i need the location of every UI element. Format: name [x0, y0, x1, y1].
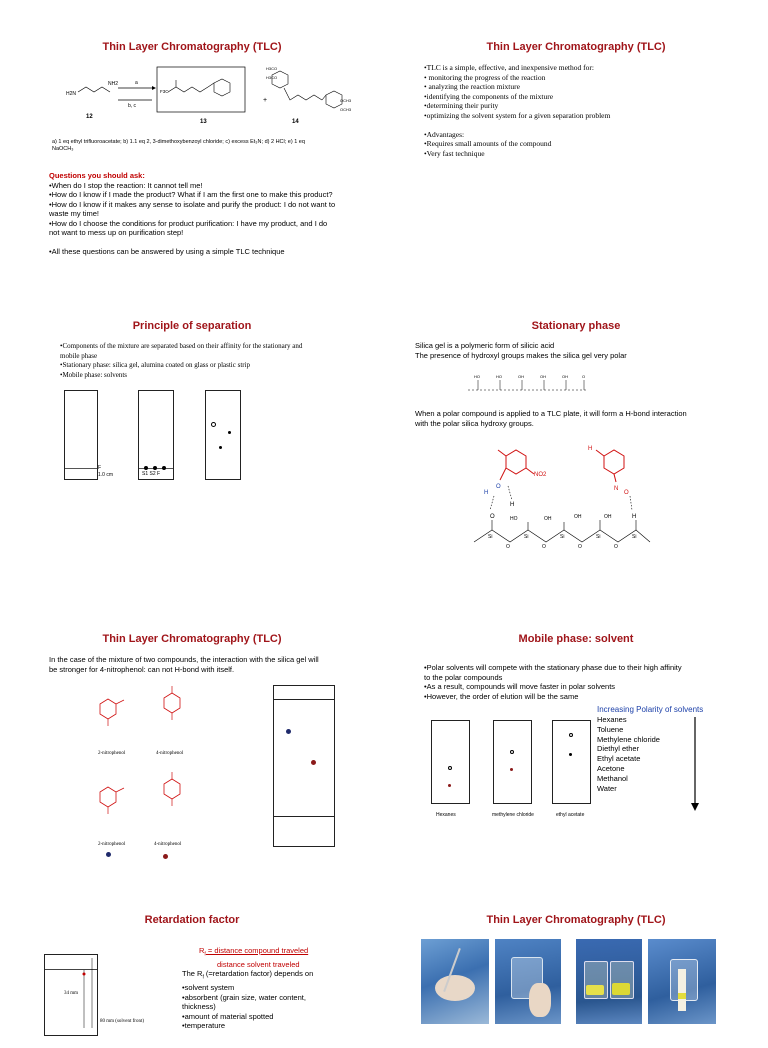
- svg-text:O: O: [506, 544, 510, 550]
- svg-text:HO: HO: [510, 516, 518, 522]
- tlc-plate-empty: [64, 390, 98, 480]
- och3-label-d: OCH3: [340, 107, 352, 112]
- photo-developed-plate: [648, 939, 716, 1024]
- slide-tlc-uses: [384, 0, 768, 256]
- slide-title: Stationary phase: [531, 320, 621, 332]
- svg-text:NO2: NO2: [534, 472, 547, 478]
- stationary-mid: When a polar compound is applied to a TLC plate, it will form a H-bond interaction with the polar silica hydroxy groups.: [415, 409, 687, 428]
- lane-labels: S1 S2 F: [142, 471, 161, 477]
- caption-4-nitrophenol-a: 4-nitrophenol: [156, 751, 184, 756]
- svg-text:OH: OH: [540, 374, 546, 379]
- svg-text:HO: HO: [496, 374, 502, 379]
- svg-text:O: O: [496, 484, 501, 490]
- svg-text:HO: HO: [474, 374, 480, 379]
- photo-developing-chamber: [495, 939, 561, 1024]
- rf-34mm-label: 34 mm: [64, 991, 79, 996]
- caption-4-nitrophenol-b: 4-nitrophenol: [154, 842, 182, 847]
- rf-80mm-label: 80 mm (solvent front): [100, 1019, 145, 1024]
- compound-14-label: 14: [292, 119, 299, 125]
- tlc-uses-list: •TLC is a simple, effective, and inexpensive method for: • monitoring the progress of the reaction • analyzing the reaction mixture •identifying the components of the mixture •determining their purity •optimizing the solvent system for a given separation problem •Advantages: •Requires small amounts of the compound •Very fast technique: [424, 63, 611, 158]
- svg-text:OH: OH: [518, 374, 524, 379]
- svg-text:H: H: [632, 514, 637, 520]
- slide-tlc-photos: [384, 768, 768, 1024]
- mobile-phase-text: •Polar solvents will compete with the stationary phase due to their high affinity to the polar compounds •As a result, compounds will move faster in polar solvents •However, the order of elution will be the same: [424, 663, 682, 701]
- slide-principle: [0, 256, 384, 512]
- rf-formula: $R_f$ = distance compound traveled distance solvent traveled: [199, 946, 309, 969]
- tlc-plate-spotted: [138, 390, 174, 480]
- label-hexanes: Hexanes: [436, 812, 456, 818]
- polarity-heading: Increasing Polarity of solvents: [597, 705, 704, 714]
- solvent-list: Hexanes Toluene Methylene chloride Diethyl ether Ethyl acetate Acetone Methanol Water: [597, 715, 660, 793]
- svg-text:OH: OH: [562, 374, 568, 379]
- svg-text:OH: OH: [544, 516, 552, 522]
- nh2-label: NH2: [108, 81, 119, 87]
- slide-title: Retardation factor: [144, 914, 240, 926]
- svg-text:Si: Si: [488, 534, 493, 540]
- questions-block: Questions you should ask: •When do I stop the reaction: It cannot tell me! •How do I know if I made the product? What if I am the first one to make this product? •How do I know if it makes any sense to isolate and purify the product: I do not want to waste my time! •How do I choose the conditions for product purification: I have my product, and I do not want to mess up on purification step! •All these questions can be answered by using a simple TLC technique: [49, 171, 336, 256]
- svg-text:O: O: [542, 544, 546, 550]
- svg-text:O: O: [614, 544, 618, 550]
- questions-heading: Questions you should ask:: [49, 171, 145, 180]
- rf-depends: The $R_f$ (=retardation factor) depends on •solvent system •absorbent (grain size, water content, thickness) •amount of material spotted •temperature: [182, 969, 314, 1030]
- slide-title: Thin Layer Chromatography (TLC): [486, 41, 666, 53]
- compound-12-label: 12: [86, 114, 93, 120]
- och3-label-b: H3CO: [266, 75, 278, 80]
- svg-text:H: H: [484, 490, 489, 496]
- principle-text: •Components of the mixture are separated based on their affinity for the stationary and mobile phase •Stationary phase: silica gel, alumina coated on glass or plastic strip •Mobile phase: solvents: [60, 342, 303, 379]
- label-ethyl-acetate: ethyl acetate: [556, 812, 585, 818]
- svg-text:OH: OH: [604, 514, 612, 520]
- svg-text:Si: Si: [596, 534, 601, 540]
- slide-mobile-phase: [384, 512, 768, 818]
- svg-text:Si: Si: [524, 534, 529, 540]
- svg-text:N: N: [614, 486, 619, 492]
- slide-title: Thin Layer Chromatography (TLC): [486, 914, 666, 926]
- slide-title: Mobile phase: solvent: [518, 633, 634, 645]
- slide-retardation-factor: [0, 768, 384, 1030]
- photo-spotting-plate: [421, 939, 489, 1024]
- caption-2-nitrophenol-a: 2-nitrophenol: [98, 751, 126, 756]
- h2n-label: H2N: [66, 91, 77, 97]
- stationary-intro: Silica gel is a polymeric form of silicic acid The presence of hydroxyl groups makes the silica gel very polar: [415, 341, 627, 360]
- reaction-conditions: a) 1 eq ethyl trifluoroacetate; b) 1.1 eq 2, 3-dimethoxybenzoyl chloride; c) excess Et₃N; d) 2 HCl; e) 1 eq NaOCH₃: [52, 139, 305, 152]
- svg-text:O: O: [578, 544, 582, 550]
- rf-measurements: [80, 968, 100, 1048]
- photo-yellow-solutions: [576, 939, 642, 1024]
- slide-tlc-nitrophenol: [0, 512, 384, 847]
- slide-tlc-intro: [0, 0, 384, 256]
- arrow-a-label: a: [135, 80, 138, 86]
- label-methylene-chloride: methylene chloride: [492, 812, 534, 818]
- och3-label-a: H3CO: [266, 66, 278, 71]
- svg-text:O: O: [582, 374, 586, 379]
- slide-stationary-phase: [384, 256, 768, 550]
- svg-text:H: H: [588, 446, 593, 452]
- och3-label-c: OCH3: [340, 98, 352, 103]
- silica-structure-small: [464, 368, 664, 408]
- svg-text:Si: Si: [632, 534, 637, 540]
- nitrophenol-intro: In the case of the mixture of two compounds, the interaction with the silica gel will be stronger for 4-nitrophenol: can not H-bond with itself.: [49, 655, 319, 674]
- f3c-label: F3C: [160, 89, 169, 94]
- origin-cm-label: 1.0 cm: [98, 472, 114, 478]
- arrow-bc-label: b, c: [128, 103, 137, 109]
- svg-text:O: O: [624, 490, 629, 496]
- slide-title: Principle of separation: [132, 320, 252, 332]
- svg-text:OH: OH: [574, 514, 582, 520]
- slide-title: Thin Layer Chromatography (TLC): [102, 41, 282, 53]
- compound-13-label: 13: [200, 119, 207, 125]
- svg-text:H: H: [510, 502, 515, 508]
- svg-text:O: O: [490, 514, 495, 520]
- caption-2-nitrophenol-b: 2-nitrophenol: [98, 842, 126, 847]
- svg-text:Si: Si: [560, 534, 565, 540]
- origin-f-label: F: [98, 465, 102, 471]
- plus-sign: +: [263, 97, 268, 104]
- tlc-plate-developed: [205, 390, 241, 480]
- slide-title: Thin Layer Chromatography (TLC): [102, 633, 282, 645]
